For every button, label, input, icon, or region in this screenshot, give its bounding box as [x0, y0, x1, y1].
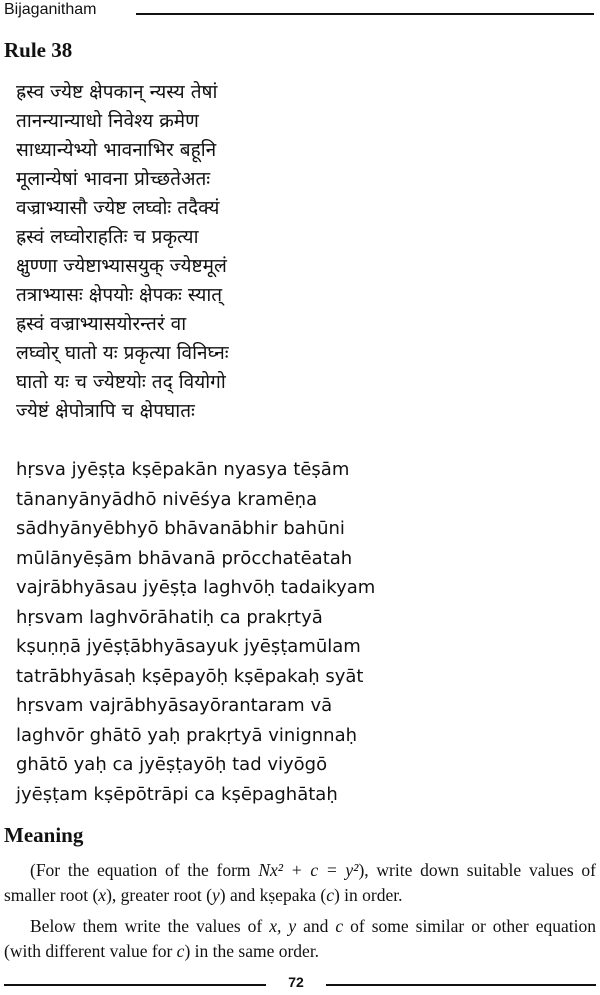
header-rule — [136, 13, 594, 15]
transliteration-line: kṣuṇṇā jyēṣṭābhyāsayuk jyēṣṭamūlam — [16, 636, 361, 657]
meaning-paragraph — [4, 858, 596, 908]
text-run: ), greater root ( — [106, 885, 212, 905]
meaning-text — [4, 858, 596, 970]
page-footer — [4, 974, 596, 994]
footer-rule-left — [4, 984, 266, 986]
verse-line: ह्रस्व ज्येष्ट क्षेपकान् न्यस्य तेषां — [16, 81, 218, 103]
text-run: Below them write the values of — [30, 916, 270, 936]
rule-heading: Rule 38 — [4, 38, 73, 62]
equation: Nx² + c = y² — [258, 860, 359, 880]
verse-transliteration — [16, 455, 586, 809]
transliteration-line: hṛsvam vajrābhyāsayōrantaram vā — [16, 695, 333, 716]
meaning-paragraph — [4, 914, 596, 964]
transliteration-line: sādhyānyēbhyō bhāvanābhir bahūni — [16, 518, 345, 539]
variables-x-y: x, y — [269, 916, 297, 936]
text-run: (For the equation of the form — [30, 860, 259, 880]
text-run: ) in order. — [333, 885, 403, 905]
text-run: ) and kṣepaka ( — [219, 885, 327, 905]
verse-line: मूलान्येषां भावना प्रोच्छतेअतः — [16, 168, 211, 190]
verse-line: ह्रस्वं लघ्वोराहतिः च प्रकृत्या — [16, 226, 199, 248]
footer-rule-right — [326, 984, 596, 986]
running-header — [4, 0, 596, 24]
variable-c: c — [335, 916, 344, 936]
transliteration-line: tatrābhyāsaḥ kṣēpayōḥ kṣēpakaḥ syāt — [16, 665, 364, 687]
verse-line: वज्राभ्यासौ ज्येष्ट लघ्वोः तदैक्यं — [16, 197, 220, 219]
verse-line: क्षुण्णा ज्येष्टाभ्यासयुक् ज्येष्टमूलं — [16, 255, 227, 277]
book-title: Bijaganitham — [4, 1, 97, 18]
transliteration-line: ghātō yaḥ ca jyēṣṭayōḥ tad viyōgō — [16, 754, 328, 775]
transliteration-line: hṛsva jyēṣṭa kṣēpakān nyasya tēṣām — [16, 459, 350, 480]
verse-line: तानन्यान्याधो निवेश्य क्रमेण — [16, 110, 199, 132]
meaning-heading: Meaning — [4, 823, 84, 847]
variable-y: y — [211, 885, 220, 905]
verse-line: साध्यान्येभ्यो भावनाभिर बहूनि — [16, 139, 217, 161]
variable-c: c — [176, 941, 185, 961]
text-run: ), write down suitable values of smaller root ( — [4, 860, 596, 905]
verse-line: ज्येष्टं क्षेपोत्रापि च क्षेपघातः — [16, 400, 195, 422]
verse-line: तत्राभ्यासः क्षेपयोः क्षेपकः स्यात् — [16, 284, 223, 306]
transliteration-line: vajrābhyāsau jyēṣṭa laghvōḥ tadaikyam — [16, 577, 376, 598]
transliteration-line: mūlānyēṣām bhāvanā prōcchatēatah — [16, 547, 353, 569]
verse-line: घातो यः च ज्येष्टयोः तद् वियोगो — [16, 371, 226, 393]
transliteration-line: laghvōr ghātō yaḥ prakṛtyā vinignnaḥ — [16, 724, 358, 746]
page-number: 72 — [288, 974, 304, 990]
text-run: of some similar or other equation (with different value for — [4, 916, 596, 961]
transliteration-line: jyēṣṭam kṣēpōtrāpi ca kṣēpaghātaḥ — [16, 783, 338, 805]
verse-line: ह्रस्वं वज्राभ्यासयोरन्तरं वा — [16, 313, 187, 335]
verse-devanagari — [16, 78, 576, 426]
transliteration-line: hṛsvam laghvōrāhatiḥ ca prakṛtyā — [16, 606, 323, 628]
variable-c: c — [326, 885, 334, 905]
variable-x: x — [98, 885, 107, 905]
transliteration-line: tānanyānyādhō nivēśya kramēṇa — [16, 488, 318, 510]
text-run: ) in the same order. — [184, 941, 320, 961]
text-run: and — [296, 916, 336, 936]
verse-line: लघ्वोर् घातो यः प्रकृत्या विनिघ्नः — [16, 342, 229, 364]
